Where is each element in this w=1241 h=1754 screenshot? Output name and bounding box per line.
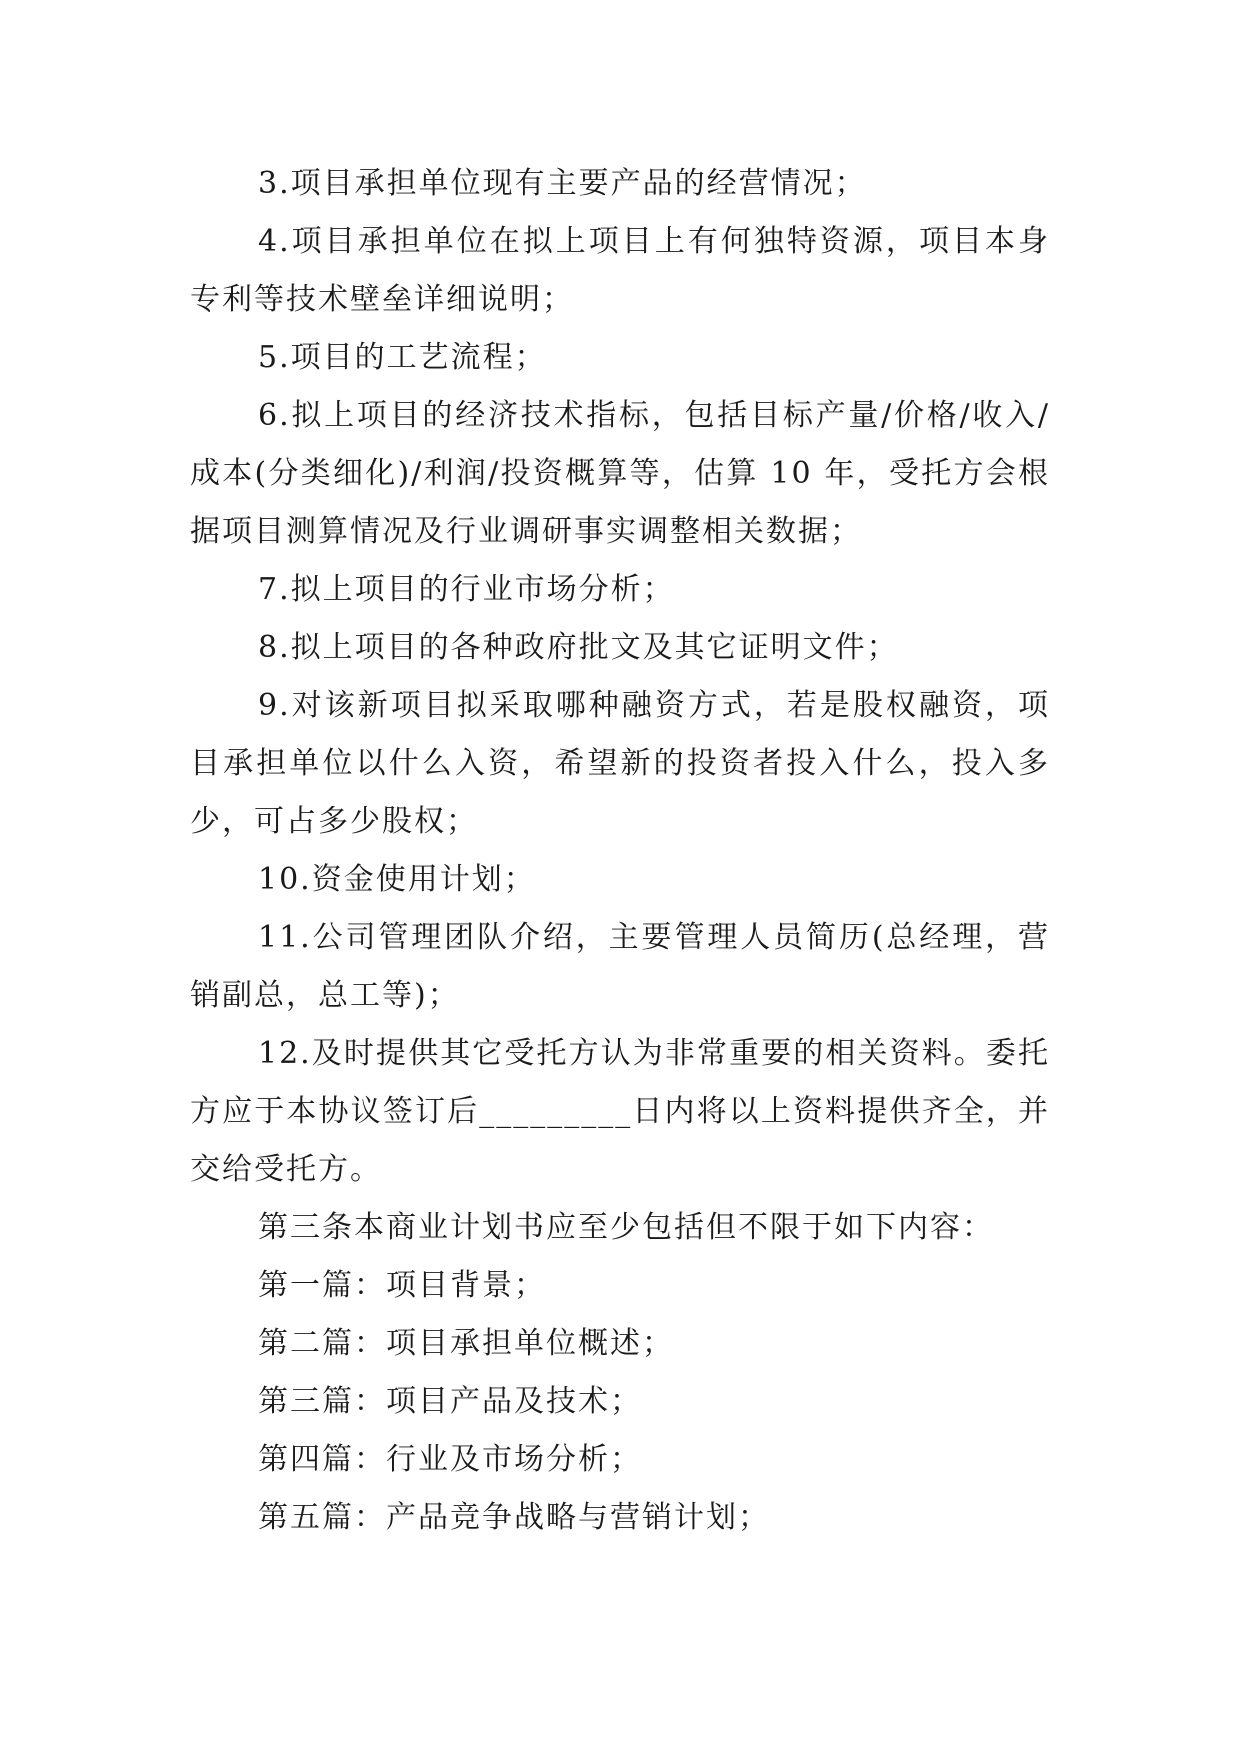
chapter-three: 第三篇：项目产品及技术； xyxy=(258,1384,642,1419)
paragraph-item-4: 4.项目承担单位在拟上项目上有何独特资源，项目本身专利等技术壁垒详细说明； xyxy=(190,224,1050,317)
paragraph-item-9: 9.对该新项目拟采取哪种融资方式，若是股权融资，项目承担单位以什么入资，希望新的投资者投入什么，投入多少，可占多少股权； xyxy=(190,688,1050,839)
paragraph-item-10: 10.资金使用计划； xyxy=(258,862,536,897)
paragraph-item-11: 11.公司管理团队介绍，主要管理人员简历(总经理，营销副总，总工等)； xyxy=(190,920,1050,1013)
paragraph-item-3: 3.项目承担单位现有主要产品的经营情况； xyxy=(258,166,867,201)
chapter-four: 第四篇：行业及市场分析； xyxy=(258,1442,642,1477)
chapter-five: 第五篇：产品竞争战略与营销计划； xyxy=(258,1500,770,1535)
paragraph-item-6: 6.拟上项目的经济技术指标，包括目标产量/价格/收入/成本(分类细化)/利润/投资概算等，估算 10 年，受托方会根据项目测算情况及行业调研事实调整相关数据； xyxy=(190,398,1050,549)
paragraph-item-5: 5.项目的工艺流程； xyxy=(258,340,547,375)
document-body xyxy=(190,155,1050,1547)
paragraph-item-12: 12.及时提供其它受托方认为非常重要的相关资料。委托方应于本协议签订后_________日内将以上资料提供齐全，并交给受托方。 xyxy=(190,1036,1050,1187)
chapter-one: 第一篇：项目背景； xyxy=(258,1268,546,1303)
chapter-two: 第二篇：项目承担单位概述； xyxy=(258,1326,674,1361)
paragraph-item-8: 8.拟上项目的各种政府批文及其它证明文件； xyxy=(258,630,899,665)
article-three-heading: 第三条本商业计划书应至少包括但不限于如下内容： xyxy=(258,1210,994,1245)
paragraph-item-7: 7.拟上项目的行业市场分析； xyxy=(258,572,675,607)
